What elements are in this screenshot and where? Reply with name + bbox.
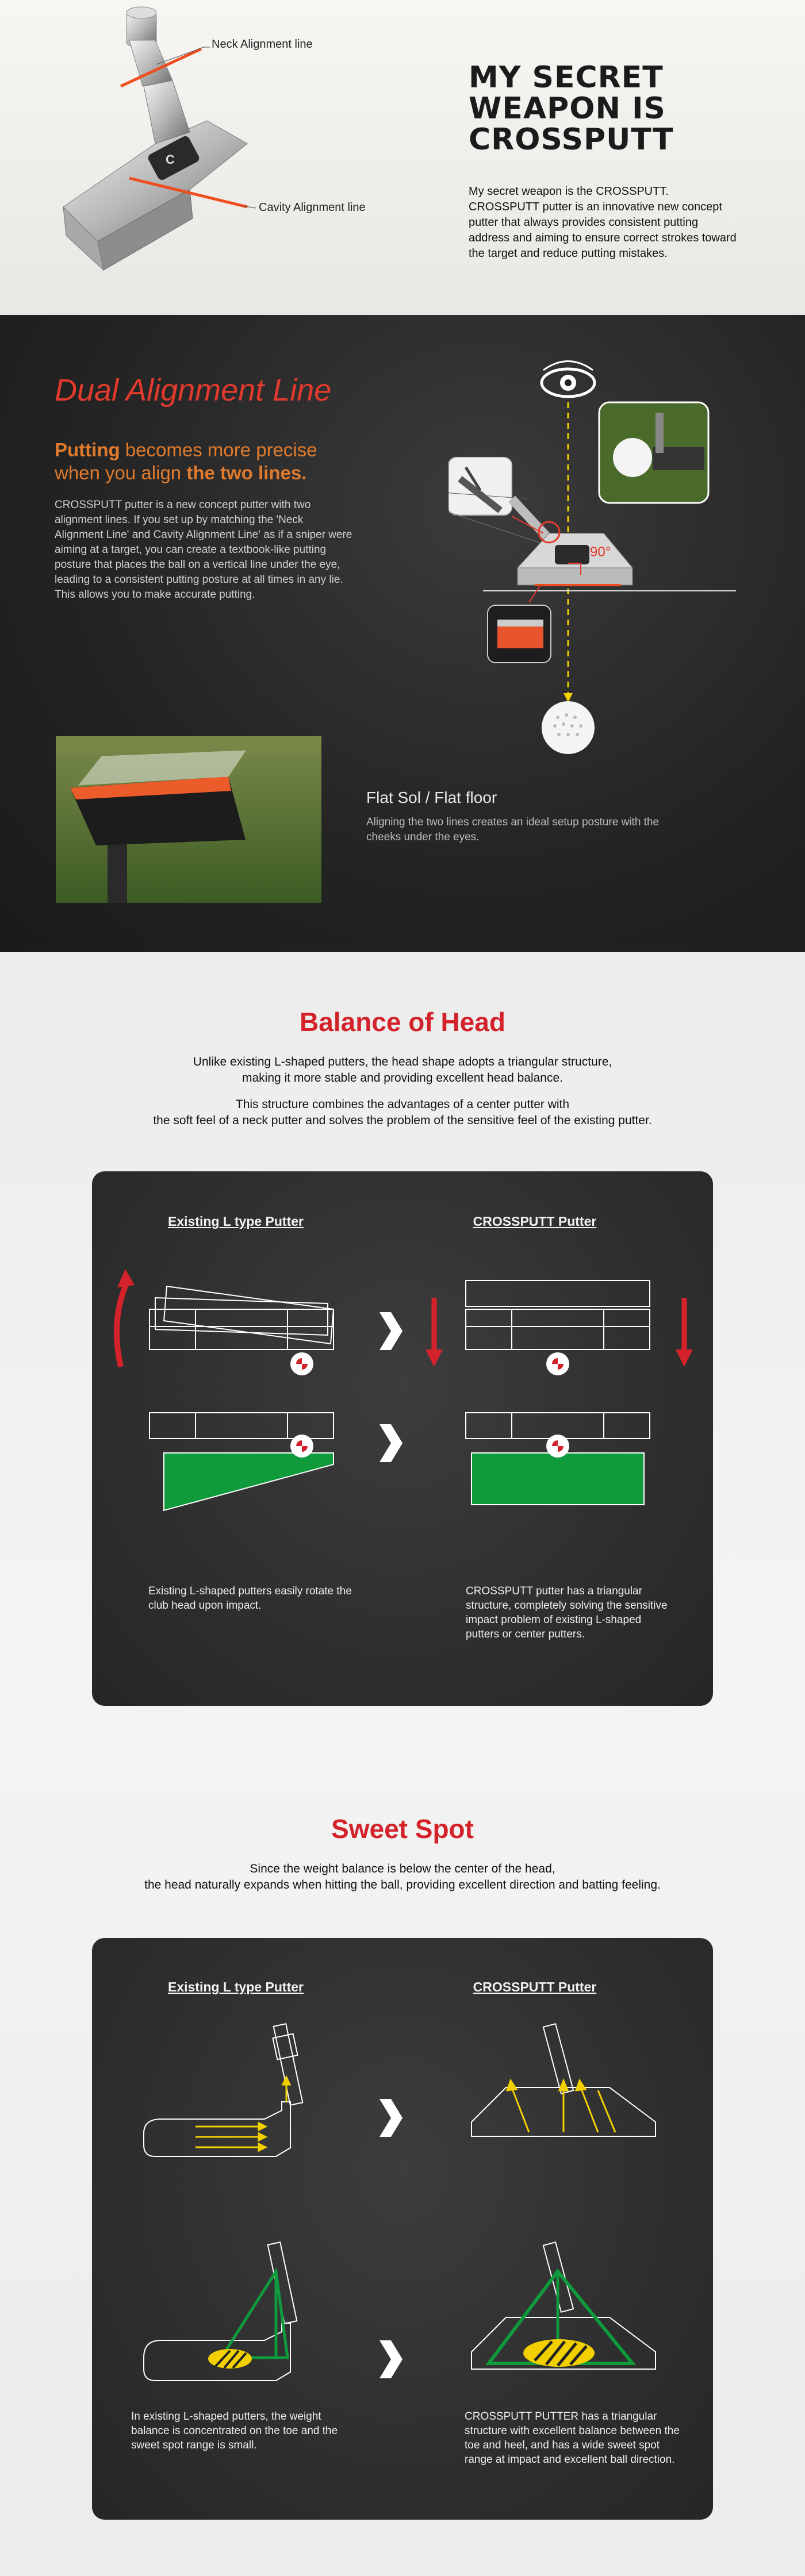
neck-photo (448, 457, 512, 515)
hero-title (469, 62, 673, 155)
balance-lead-1 (0, 1054, 805, 1086)
sweet-spot-section (0, 1759, 805, 2576)
crossputt-heading: CROSSPUTT Putter (473, 1214, 597, 1229)
existing-caption: In existing L-shaped putters, the weight balance is concentrated on the toe and the sweet spot range is small. (131, 2410, 338, 2451)
alignment-diagram (448, 349, 770, 786)
sub-highlight: Putting (55, 439, 120, 460)
lead-line: the head naturally expands when hitting the ball, providing excellent direction and batting feeling. (144, 1878, 661, 1891)
hero-title-line: MY SECRET (469, 60, 664, 95)
lead-line: making it more stable and providing excellent head balance. (241, 1071, 563, 1085)
crossputt-caption: CROSSPUTT PUTTER has a triangular structure with excellent balance between the toe and heel, and has a wide sweet spot range at impact and excellent ball direction. (465, 2410, 680, 2466)
balance-panel (92, 1171, 713, 1706)
lead-line: Unlike existing L-shaped putters, the head shape adopts a triangular structure, (193, 1055, 612, 1068)
dual-alignment-title: Dual Alignment Line (55, 373, 332, 407)
flat-sole-photo (56, 736, 321, 903)
sweet-spot-diagram (92, 2001, 713, 2415)
lead-line: the soft feel of a neck putter and solves the problem of the sensitive feel of the existing putter. (153, 1114, 652, 1127)
existing-putter-heading: Existing L type Putter (167, 1214, 304, 1229)
angle-label: 90° (590, 544, 611, 560)
sub-text: becomes more precise (120, 439, 317, 460)
sweet-spot-panel (92, 1938, 713, 2520)
dual-paragraph: CROSSPUTT putter is a new concept putter with two alignment lines. If you set up by matching the 'Neck Alignment Line' and Cavity Alignment Line' as if a sniper were aiming at a target, you can create a textbook-like putting posture that places the ball on a vertical line under the eye, leading to a consistent putting posture at all times in any lie. This allows you to make accurate putting. (55, 499, 352, 601)
existing-caption: Existing L-shaped putters easily rotate the club head upon impact. (148, 1585, 352, 1612)
hero-description: My secret weapon is the CROSSPUTT. CROSSPUTT putter is an innovative new concept putter that always provides consistent putting address and aiming to ensure correct strokes toward the target and reduce putting mistakes. (469, 185, 737, 260)
flat-sole-title: Flat Sol / Flat floor (366, 789, 497, 806)
dual-alignment-section (0, 315, 805, 952)
sweet-spot-title: Sweet Spot (331, 1814, 474, 1844)
crossputt-heading: CROSSPUTT Putter (473, 1979, 597, 1994)
balance-title: Balance of Head (300, 1007, 505, 1037)
golf-ball-icon (542, 701, 595, 754)
existing-putter-heading: Existing L type Putter (167, 1979, 304, 1994)
crossputt-caption: CROSSPUTT putter has a triangular structure, completely solving the sensitive impact problem of existing L-shaped putters or center putters. (466, 1585, 668, 1640)
dual-subtitle (55, 439, 317, 485)
balance-lead-2 (0, 1097, 805, 1129)
sub-highlight: the two lines. (186, 462, 307, 483)
neck-alignment-label: Neck Alignment line (212, 38, 313, 51)
sweet-spot-lead (0, 1861, 805, 1893)
sub-text: when you align (55, 462, 187, 483)
flat-sole-description: Aligning the two lines creates an ideal setup posture with the cheeks under the eyes. (366, 816, 660, 843)
lead-line: This structure combines the advantages of a center putter with (235, 1098, 570, 1111)
balance-section (0, 952, 805, 1759)
lead-line: Since the weight balance is below the center of the head, (250, 1862, 555, 1875)
hero-section (0, 0, 805, 315)
eye-icon (542, 362, 595, 397)
hero-title-line: WEAPON IS (469, 91, 666, 126)
svg-text:C: C (166, 152, 175, 167)
cavity-alignment-label: Cavity Alignment line (259, 201, 366, 214)
balance-diagram (92, 1235, 713, 1602)
hero-title-line: CROSSPUTT (469, 122, 674, 157)
